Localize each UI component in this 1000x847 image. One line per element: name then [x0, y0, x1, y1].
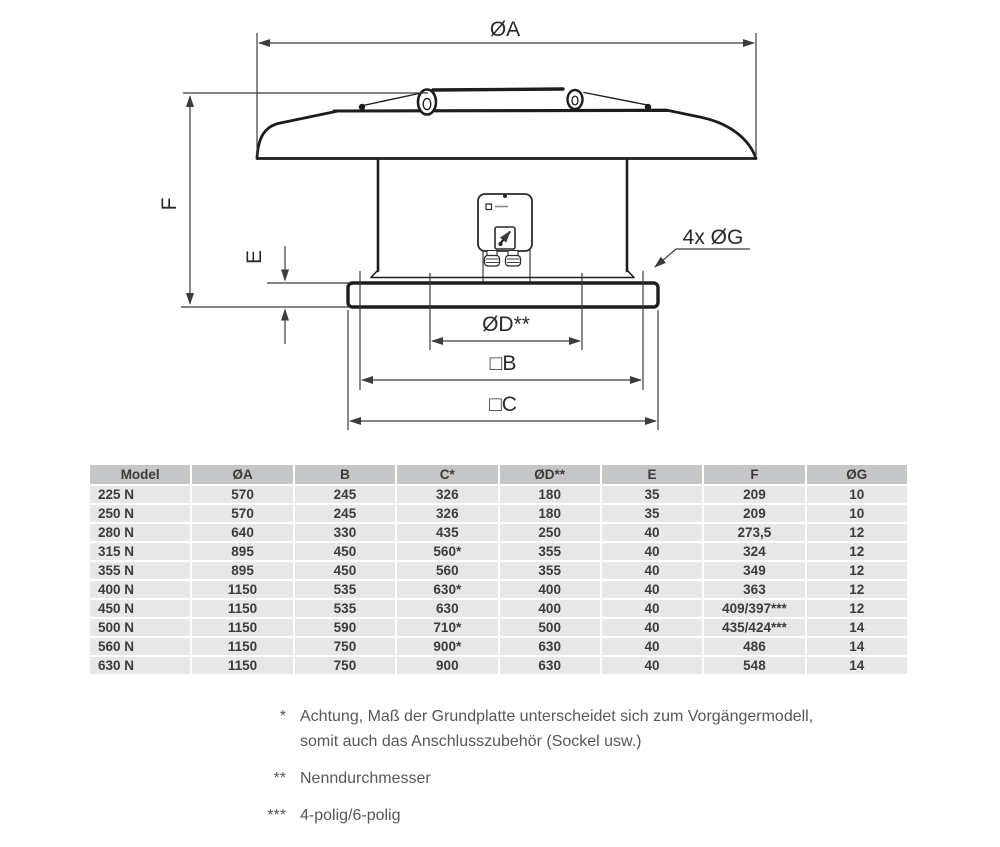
dim-holes-g [655, 249, 750, 267]
column-header-model: Model [90, 465, 190, 484]
table-cell: 560* [397, 543, 497, 560]
dim-label-plate-e: E [243, 249, 266, 265]
table-cell: 400 [500, 581, 600, 598]
switch-pivot [498, 242, 502, 246]
cell-model: 280 N [90, 524, 190, 541]
table-cell: 12 [807, 524, 907, 541]
table-cell: 40 [602, 638, 702, 655]
table-cell: 630 [500, 638, 600, 655]
dim-label-diameter-a: ØA [489, 18, 521, 41]
footnote-marker: ** [273, 770, 286, 787]
table-cell: 180 [500, 486, 600, 503]
table-cell: 710* [397, 619, 497, 636]
table-cell: 560 [397, 562, 497, 579]
cable-gland [485, 251, 500, 267]
table-cell: 500 [500, 619, 600, 636]
table-cell: 450 [295, 543, 395, 560]
footnotes [252, 704, 813, 840]
cell-model: 560 N [90, 638, 190, 655]
table-cell: 900 [397, 657, 497, 674]
table-cell: 40 [602, 600, 702, 617]
table-cell: 326 [397, 505, 497, 522]
column-header-oa: ØA [192, 465, 292, 484]
table-cell: 40 [602, 543, 702, 560]
table-header-row [90, 465, 907, 484]
footnote-marker: * [279, 708, 286, 725]
hood-outline [257, 110, 756, 159]
table-cell: 1150 [192, 600, 292, 617]
column-header-og: ØG [807, 465, 907, 484]
table-cell: 330 [295, 524, 395, 541]
dim-label-plate-square-c: □C [489, 393, 517, 416]
table-row [90, 619, 907, 636]
table-cell: 326 [397, 486, 497, 503]
table-cell: 590 [295, 619, 395, 636]
table-cell: 535 [295, 600, 395, 617]
table-cell: 12 [807, 600, 907, 617]
table-row [90, 543, 907, 560]
dim-plate-e [267, 246, 350, 344]
table-cell: 895 [192, 543, 292, 560]
table-cell: 895 [192, 562, 292, 579]
table-cell: 14 [807, 657, 907, 674]
table-cell: 409/397*** [704, 600, 804, 617]
table-cell: 630 [500, 657, 600, 674]
footnote-grundplatte [252, 704, 813, 754]
table-cell: 180 [500, 505, 600, 522]
table-cell: 35 [602, 505, 702, 522]
column-header-c: C* [397, 465, 497, 484]
cell-model: 500 N [90, 619, 190, 636]
table-cell: 400 [500, 600, 600, 617]
footnote-polig [252, 803, 813, 828]
footnote-line: Achtung, Maß der Grundplatte unterscheidet sich zum Vorgängermodell, [300, 708, 814, 725]
column-header-od: ØD** [500, 465, 600, 484]
column-header-f: F [704, 465, 804, 484]
table-row [90, 562, 907, 579]
table-cell: 535 [295, 581, 395, 598]
table-cell: 273,5 [704, 524, 804, 541]
table-cell: 209 [704, 486, 804, 503]
table-cell: 10 [807, 486, 907, 503]
cell-model: 630 N [90, 657, 190, 674]
cell-model: 450 N [90, 600, 190, 617]
table-cell: 10 [807, 505, 907, 522]
table-cell: 435 [397, 524, 497, 541]
table-cell: 435/424*** [704, 619, 804, 636]
table-cell: 1150 [192, 657, 292, 674]
cable-gland [506, 251, 521, 267]
table-cell: 12 [807, 543, 907, 560]
dimensions-table [88, 463, 909, 676]
table-cell: 570 [192, 486, 292, 503]
table-cell: 548 [704, 657, 804, 674]
dim-label-bolt-square-b: □B [489, 352, 517, 375]
column-header-b: B [295, 465, 395, 484]
footnote-text: 4-polig/6-polig [300, 807, 401, 824]
cell-model: 315 N [90, 543, 190, 560]
table-cell: 35 [602, 486, 702, 503]
cell-model: 400 N [90, 581, 190, 598]
table-cell: 209 [704, 505, 804, 522]
lifting-eye-right [568, 90, 583, 109]
table-row [90, 600, 907, 617]
table-row [90, 581, 907, 598]
table-cell: 750 [295, 638, 395, 655]
table-cell: 355 [500, 543, 600, 560]
dim-label-holes-g: 4x ØG [682, 226, 744, 249]
table-row [90, 657, 907, 674]
table-cell: 12 [807, 562, 907, 579]
dimension-lines [181, 33, 756, 430]
hood-sling-left [363, 94, 419, 106]
footnote-text [300, 704, 813, 754]
table-cell: 245 [295, 486, 395, 503]
table-cell: 40 [602, 524, 702, 541]
table-cell: 630* [397, 581, 497, 598]
table-cell: 12 [807, 581, 907, 598]
cell-model: 225 N [90, 486, 190, 503]
table-cell: 245 [295, 505, 395, 522]
cell-model: 355 N [90, 562, 190, 579]
box-top-screw [503, 194, 507, 198]
table-cell: 570 [192, 505, 292, 522]
table-row [90, 638, 907, 655]
hood-sling-right [584, 93, 650, 106]
base-plate [348, 283, 658, 307]
table-cell: 40 [602, 562, 702, 579]
box-logo-mark [486, 204, 492, 210]
table-row [90, 505, 907, 522]
table-cell: 363 [704, 581, 804, 598]
table-cell: 630 [397, 600, 497, 617]
table-cell: 486 [704, 638, 804, 655]
table-cell: 900* [397, 638, 497, 655]
table-cell: 1150 [192, 619, 292, 636]
bolt-head [645, 104, 651, 110]
table-cell: 355 [500, 562, 600, 579]
table-cell: 14 [807, 638, 907, 655]
junction-box [478, 194, 532, 282]
dim-label-height-f: F [158, 197, 181, 211]
table-cell: 349 [704, 562, 804, 579]
table-row [90, 524, 907, 541]
footnote-text: Nenndurchmesser [300, 770, 431, 787]
bolt-head [359, 104, 365, 110]
footnote-nenndurchmesser [252, 766, 813, 791]
table-cell: 640 [192, 524, 292, 541]
table-cell: 1150 [192, 581, 292, 598]
table-cell: 750 [295, 657, 395, 674]
table-cell: 324 [704, 543, 804, 560]
column-header-e: E [602, 465, 702, 484]
footnote-line: somit auch das Anschlusszubehör (Sockel usw.) [300, 733, 642, 750]
table-cell: 250 [500, 524, 600, 541]
table-cell: 40 [602, 581, 702, 598]
table-cell: 14 [807, 619, 907, 636]
hood-rim [334, 111, 667, 112]
hood-top-plate [433, 89, 563, 90]
table-cell: 1150 [192, 638, 292, 655]
cell-model: 250 N [90, 505, 190, 522]
footnote-marker: *** [267, 807, 286, 824]
table-cell: 40 [602, 657, 702, 674]
table-cell: 450 [295, 562, 395, 579]
dim-label-nominal-d: ØD** [482, 313, 530, 336]
table-cell: 40 [602, 619, 702, 636]
table-row [90, 486, 907, 503]
fan-body-flange [371, 270, 634, 278]
